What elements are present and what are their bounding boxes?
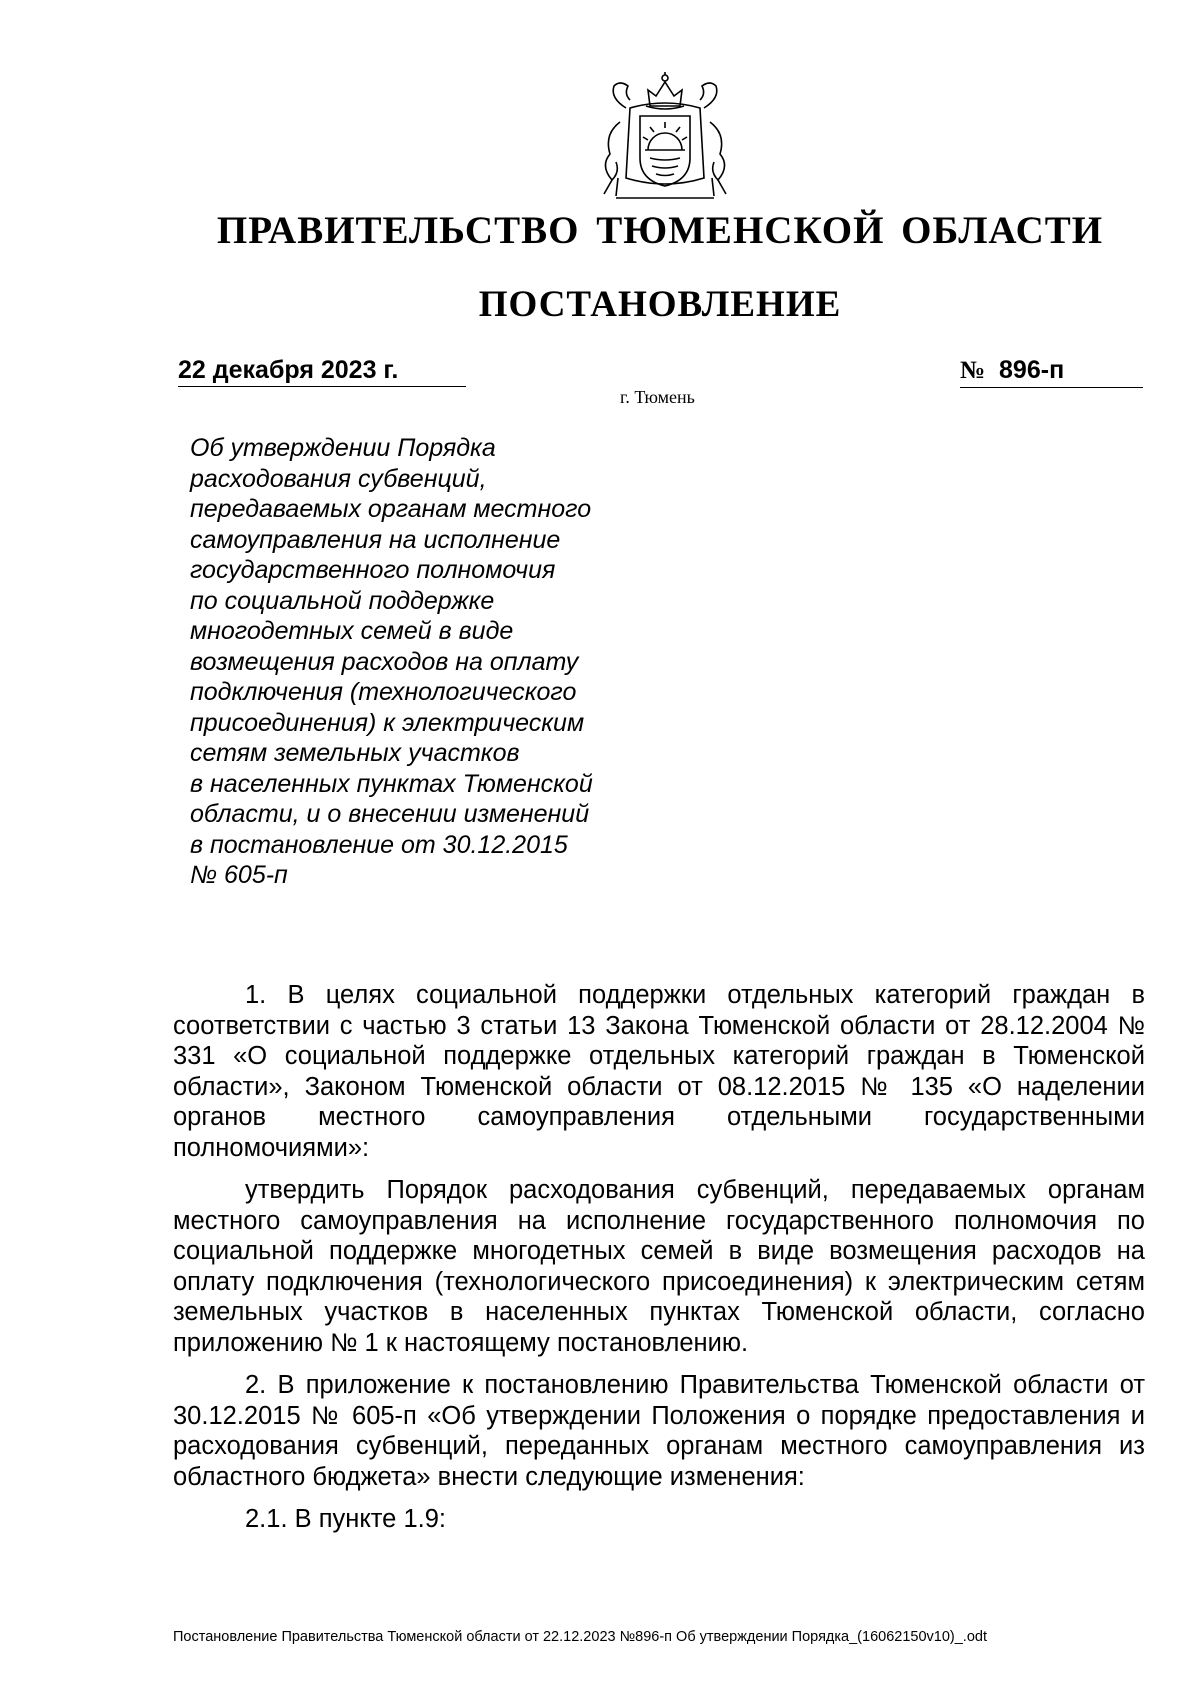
subject-line: расходования субвенций, — [190, 464, 487, 493]
body-paragraph-4: 2.1. В пункте 1.9: — [245, 1505, 446, 1533]
document-type-heading: ПОСТАНОВЛЕНИЕ — [478, 284, 842, 325]
subject-line: № 605-п — [190, 861, 288, 889]
subject-line: присоединения) к электрическим — [190, 708, 585, 737]
subject-line: сетям земельных участков — [190, 739, 520, 767]
coat-of-arms-icon — [590, 68, 740, 208]
subject-line: государственного полномочия — [190, 556, 556, 584]
body-paragraph-1: 1. В целях социальной поддержки отдельных категорий граждан в соответствии с частью 3 статьи 13 Закона Тюменской области от 28.12.2004 № 331 «О социальной поддержке отдельных категорий граждан в Тюменской области», Законом Тюменской области от 08.12.2015 № 135 «О наделении органов местного самоуправления отдельными государственными полномочиями»: — [173, 981, 1145, 1162]
document-body — [173, 980, 1145, 1547]
subject-line: Об утверждении Порядка — [190, 434, 496, 462]
document-number-field — [960, 356, 1143, 388]
number-sign: № — [960, 357, 986, 384]
body-paragraph-3: 2. В приложение к постановлению Правительства Тюменской области от 30.12.2015 № 605-п «Об утверждении Положения о порядке предоставления и расходования субвенций, переданных органам местного самоуправления из областного бюджета» внести следующие изменения: — [173, 1371, 1145, 1491]
subject-line: передаваемых органам местного — [190, 495, 592, 523]
subject-line: в населенных пунктах Тюменской — [190, 769, 593, 798]
subject-line: многодетных семей в виде — [190, 617, 514, 645]
subject-line: подключения (технологического — [190, 678, 577, 706]
subject-line: в постановление от 30.12.2015 — [190, 830, 568, 859]
document-date: 22 декабря 2023 г. — [178, 356, 466, 387]
subject-line: по социальной поддержке — [190, 586, 495, 615]
body-paragraph-2: утвердить Порядок расходования субвенций, передаваемых органам местного самоуправления на исполнение государственного полномочия по социальной поддержке многодетных семей в виде возмещения расходов на оплату подключения (технологического присоединения) к электрическим сетям земельных участков в населенных пунктах Тюменской области, согласно приложению № 1 к настоящему постановлению. — [173, 1176, 1145, 1357]
document-city: г. Тюмень — [620, 387, 695, 407]
subject-line: области, и о внесении изменений — [190, 800, 590, 828]
subject-line: возмещения расходов на оплату — [190, 647, 579, 676]
document-footer: Постановление Правительства Тюменской области от 22.12.2023 №896-п Об утверждении Порядка_(16062150v10)_.odt — [173, 1629, 987, 1645]
document-number: 896-п — [999, 356, 1065, 384]
subject-line: самоуправления на исполнение — [190, 525, 561, 554]
government-title: ПРАВИТЕЛЬСТВО ТЮМЕНСКОЙ ОБЛАСТИ — [216, 209, 1104, 252]
document-subject — [190, 433, 650, 891]
